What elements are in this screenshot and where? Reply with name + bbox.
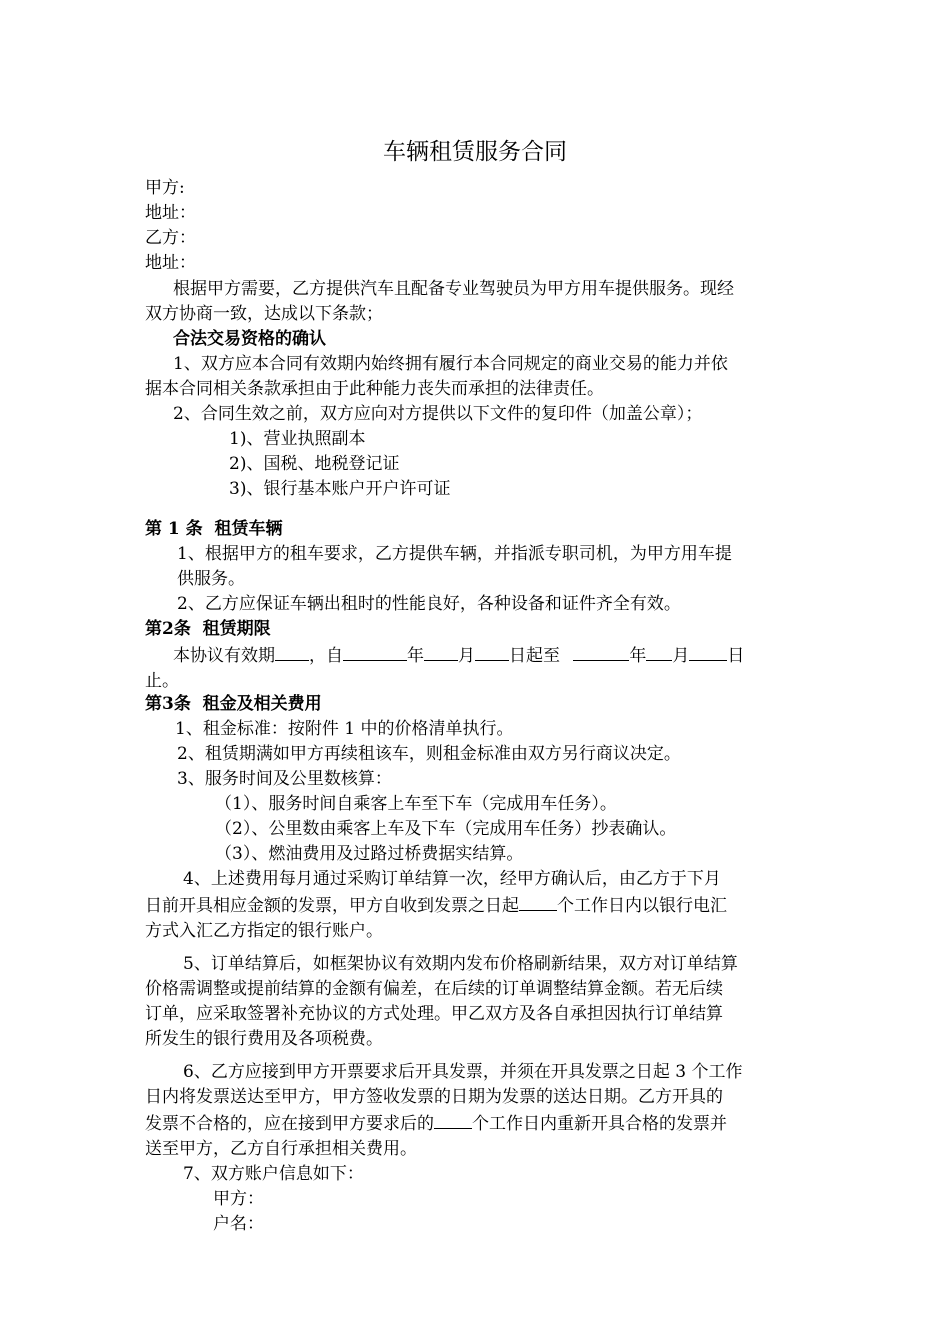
term-text: 日起至 [509,646,566,666]
term-text: 日 [727,646,745,666]
term-line-end: 止。 [145,671,179,691]
item-4-text: 个工作日内以银行电汇 [557,896,727,916]
party-a-label: 甲方: [145,178,185,198]
start-day-blank [475,642,509,661]
item-4-text: 日前开具相应金额的发票，甲方自收到发票之日起 [145,896,519,916]
article-3-item-6-line-2: 日内将发票送达至甲方，甲方签收发票的日期为发票的送达日期。乙方开具的 [145,1087,723,1107]
item-6-text: 个工作日内重新开具合格的发票并 [472,1114,727,1134]
end-year-blank [573,642,629,661]
article-3-item-2: 2、租赁期满如甲方再续租该车，则租金标准由双方另行商议决定。 [177,744,681,764]
document-list-item: 3)、银行基本账户开户许可证 [229,479,451,499]
document-list-item: 2)、国税、地税登记证 [229,454,400,474]
service-sub-item: （1）、服务时间自乘客上车至下车（完成用车任务）。 [215,794,617,814]
section-qualification [145,327,805,502]
article-3-item-1: 1、租金标准：按附件 1 中的价格清单执行。 [175,719,514,739]
account-name-label: 户名： [213,1214,264,1234]
start-month-blank [424,642,458,661]
article-3-item-5-line-2: 价格需调整或提前结算的金额有偏差，在后续的订单调整结算金额。若无后续 [145,979,723,999]
article-3-item-6-line-3 [145,1110,805,1137]
intro-line-1: 根据甲方需要，乙方提供汽车且配备专业驾驶员为甲方用车提供服务。现经 [173,279,734,299]
account-party-a-label: 甲方： [213,1189,264,1209]
qualification-item-2: 2、合同生效之前，双方应向对方提供以下文件的复印件（加盖公章）； [173,404,703,424]
item-6-text: 发票不合格的，应在接到甲方要求后的 [145,1114,434,1134]
article-3 [145,692,805,1237]
section-qualification-heading: 合法交易资格的确认 [173,329,326,349]
article-3-item-7: 7、双方账户信息如下： [183,1164,364,1184]
article-3-heading: 第3条 租金及相关费用 [145,694,322,714]
party-a-address-label: 地址： [145,203,196,223]
article-2-heading: 第2条 租赁期限 [145,619,271,639]
article-1-item-2: 2、乙方应保证车辆出租时的性能良好，各种设备和证件齐全有效。 [177,594,681,614]
term-text: 年 [407,646,424,666]
intro-paragraph [145,277,805,327]
intro-line-2: 双方协商一致，达成以下条款； [145,304,383,324]
article-3-item-5-line-4: 所发生的银行费用及各项税费。 [145,1029,383,1049]
term-line [145,642,805,669]
article-1 [145,517,805,617]
article-1-item-1-line-2: 供服务。 [177,569,245,589]
term-text: 月 [458,646,475,666]
article-2 [145,617,805,694]
term-text: ，自 [309,646,343,666]
document-list-item: 1)、营业执照副本 [229,429,366,449]
term-text: 月 [672,646,690,666]
article-3-item-6-line-4: 送至甲方，乙方自行承担相关费用。 [145,1139,417,1159]
party-b-address-label: 地址： [145,253,196,273]
document-title: 车辆租赁服务合同 [383,139,567,165]
end-month-blank [646,642,672,661]
end-day-blank [689,642,727,661]
start-year-blank [343,642,407,661]
parties-block [145,176,805,276]
term-text: 年 [629,646,647,666]
article-1-item-1-line-1: 1、根据甲方的租车要求，乙方提供车辆，并指派专职司机，为甲方用车提 [177,544,732,564]
article-3-item-4-line-3: 方式入汇乙方指定的银行账户。 [145,921,383,941]
article-3-item-4-line-2 [145,892,805,919]
party-b-label: 乙方： [145,228,196,248]
article-3-item-5-line-1: 5、订单结算后，如框架协议有效期内发布价格刷新结果，双方对订单结算 [183,954,738,974]
payment-days-blank [519,892,557,911]
article-3-item-5-line-3: 订单，应采取签署补充协议的方式处理。甲乙双方及各自承担因执行订单结算 [145,1004,723,1024]
article-3-item-6-line-1: 6、乙方应接到甲方开票要求后开具发票，并须在开具发票之日起 3 个工作 [183,1062,743,1082]
term-text: 本协议有效期 [173,646,275,666]
qualification-item-1-line-2: 据本合同相关条款承担由于此种能力丧失而承担的法律责任。 [145,379,604,399]
term-blank [275,642,309,661]
service-sub-item: （3）、燃油费用及过路过桥费据实结算。 [215,844,524,864]
qualification-item-1-line-1: 1、双方应本合同有效期内始终拥有履行本合同规定的商业交易的能力并依 [173,354,728,374]
article-3-item-4-line-1: 4、上述费用每月通过采购订单结算一次，经甲方确认后，由乙方于下月 [183,869,721,889]
service-sub-item: （2）、公里数由乘客上车及下车（完成用车任务）抄表确认。 [215,819,677,839]
article-3-item-3: 3、服务时间及公里数核算： [177,769,392,789]
reissue-days-blank [434,1110,472,1129]
article-1-heading: 第 1 条 租赁车辆 [145,519,283,539]
